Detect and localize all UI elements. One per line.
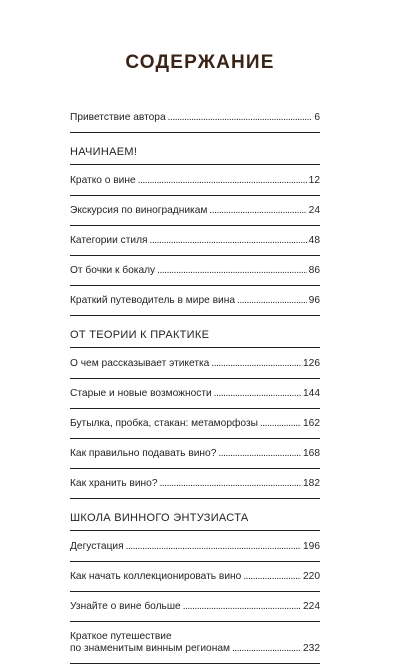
- divider: [70, 621, 320, 622]
- toc-section: [70, 511, 320, 664]
- leader-dots: [138, 175, 307, 187]
- divider: [70, 530, 320, 531]
- divider: [70, 561, 320, 562]
- toc-entry-label: От бочки к бокалу: [70, 265, 156, 276]
- leader-dots: [168, 112, 313, 124]
- toc-section: [70, 328, 320, 499]
- leader-dots: [211, 358, 301, 370]
- leader-dots: [157, 265, 307, 277]
- toc-entry[interactable]: [70, 448, 320, 469]
- divider: [70, 408, 320, 409]
- toc-section: [70, 145, 320, 316]
- toc-page-number: 182: [303, 478, 320, 489]
- toc-entry[interactable]: [70, 631, 320, 664]
- divider: [70, 195, 320, 196]
- leader-dots: [209, 205, 306, 217]
- toc-page-number: 48: [308, 235, 320, 246]
- divider: [70, 347, 320, 348]
- toc-entry[interactable]: [70, 541, 320, 562]
- toc-page-number: 232: [303, 643, 320, 654]
- toc-entry-label: Старые и новые возможности: [70, 388, 212, 399]
- divider: [70, 468, 320, 469]
- divider: [70, 285, 320, 286]
- toc-entry[interactable]: [70, 571, 320, 592]
- divider: [70, 225, 320, 226]
- toc-entry-label: Краткий путеводитель в мире вина: [70, 295, 236, 306]
- toc-entry-intro[interactable]: [70, 112, 320, 133]
- toc-page-number: 196: [303, 541, 320, 552]
- toc-entry-label: Кратко о вине: [70, 175, 136, 186]
- toc-entry-label: Дегустация: [70, 541, 124, 552]
- toc-entry-label: О чем рассказывает этикетка: [70, 358, 210, 369]
- leader-dots: [218, 448, 301, 460]
- divider: [70, 378, 320, 379]
- leader-dots: [243, 571, 301, 583]
- leader-dots: [214, 388, 301, 400]
- toc-page-number: 86: [308, 265, 320, 276]
- divider: [70, 132, 320, 133]
- toc-entry[interactable]: [70, 205, 320, 226]
- toc-page-number: 162: [303, 418, 320, 429]
- toc-page-number: 6: [314, 112, 320, 123]
- toc-page-number: 220: [303, 571, 320, 582]
- toc-entry[interactable]: [70, 295, 320, 316]
- divider: [70, 255, 320, 256]
- toc-page-number: 24: [308, 205, 320, 216]
- leader-dots: [237, 295, 307, 307]
- toc-entry[interactable]: [70, 175, 320, 196]
- toc-entry[interactable]: [70, 265, 320, 286]
- toc-page-number: 168: [303, 448, 320, 459]
- leader-dots: [260, 418, 301, 430]
- toc-entry[interactable]: [70, 388, 320, 409]
- section-heading: ОТ ТЕОРИИ К ПРАКТИКЕ: [70, 329, 210, 341]
- leader-dots: [126, 541, 301, 553]
- toc-page-number: 12: [308, 175, 320, 186]
- toc-entry[interactable]: [70, 235, 320, 256]
- toc-entry[interactable]: [70, 418, 320, 439]
- leader-dots: [232, 643, 301, 655]
- toc-entry-label: Как правильно подавать вино?: [70, 448, 217, 459]
- divider: [70, 438, 320, 439]
- toc-entry-label: Как начать коллекционировать вино: [70, 571, 242, 582]
- divider: [70, 315, 320, 316]
- divider: [70, 498, 320, 499]
- section-heading: НАЧИНАЕМ!: [70, 146, 138, 158]
- toc-entry[interactable]: [70, 358, 320, 379]
- toc-entry-label: по знаменитым винным регионам: [70, 643, 230, 654]
- toc-entry-label: Категории стиля: [70, 235, 148, 246]
- table-of-contents: [70, 108, 320, 664]
- toc-entry[interactable]: [70, 601, 320, 622]
- leader-dots: [150, 235, 307, 247]
- page-title: СОДЕРЖАНИЕ: [125, 52, 275, 73]
- leader-dots: [183, 601, 301, 613]
- toc-entry-label: Приветствие автора: [70, 112, 166, 123]
- toc-entry-label: Экскурсия по виноградникам: [70, 205, 208, 216]
- toc-entry-label: Как хранить вино?: [70, 478, 158, 489]
- section-heading: ШКОЛА ВИННОГО ЭНТУЗИАСТА: [70, 512, 249, 524]
- toc-entry-label: Узнайте о вине больше: [70, 601, 181, 612]
- toc-page-number: 144: [303, 388, 320, 399]
- toc-page-number: 126: [303, 358, 320, 369]
- toc-entry-label: Бутылка, пробка, стакан: метаморфозы: [70, 418, 258, 429]
- toc-entry-label-line1: Краткое путешествие: [70, 631, 172, 642]
- toc-page-number: 224: [303, 601, 320, 612]
- divider: [70, 164, 320, 165]
- toc-entry[interactable]: [70, 478, 320, 499]
- divider: [70, 591, 320, 592]
- toc-page-number: 96: [308, 295, 320, 306]
- leader-dots: [160, 478, 302, 490]
